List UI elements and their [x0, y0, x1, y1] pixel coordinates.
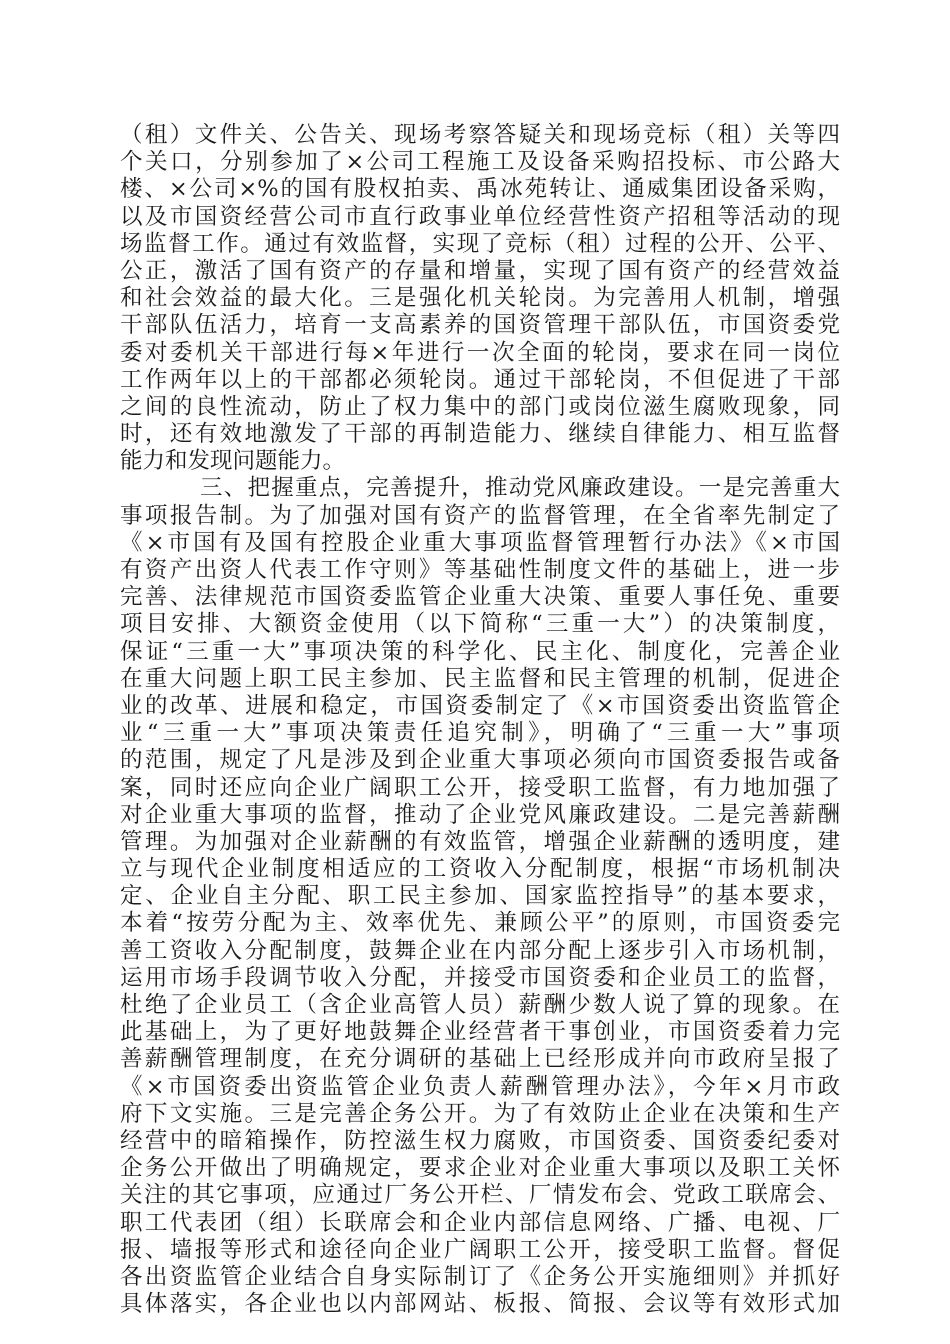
text-line: 委对委机关干部进行每×年进行一次全面的轮岗，要求在同一岗位: [120, 339, 840, 366]
text-line: 运用市场手段调节收入分配，并接受市国资委和企业员工的监督，: [120, 964, 840, 991]
text-line: 以及市国资经营公司市直行政事业单位经营性资产招租等活动的现: [120, 203, 840, 230]
text-line: 保证“三重一大”事项决策的科学化、民主化、制度化，完善企业: [120, 638, 840, 665]
text-line: 完善、法律规范市国资委监管企业重大决策、重要人事任免、重要: [120, 584, 840, 611]
text-line: 《×市国资委出资监管企业负责人薪酬管理办法》，今年×月市政: [120, 1073, 840, 1100]
text-line: （租）文件关、公告关、现场考察答疑关和现场竞标（租）关等四: [120, 122, 840, 148]
text-line: 个关口，分别参加了×公司工程施工及设备采购招投标、市公路大: [120, 149, 840, 176]
text-line: 业的改革、进展和稳定，市国资委制定了《×市国资委出资监管企: [120, 692, 840, 719]
text-line: 有资产出资人代表工作守则》等基础性制度文件的基础上，进一步: [120, 557, 840, 583]
text-line: 《×市国有及国有控股企业重大事项监督管理暂行办法》《×市国: [120, 529, 840, 556]
text-line: 此基础上，为了更好地鼓舞企业经营者干事创业，市国资委着力完: [120, 1019, 840, 1046]
text-line: 之间的良性流动，防止了权力集中的部门或岗位滋生腐败现象，同: [120, 393, 840, 420]
body-text: [120, 122, 840, 1318]
text-line: 经营中的暗箱操作，防控滋生权力腐败，市国资委、国资委纪委对: [120, 1127, 840, 1154]
text-line: 工作两年以上的干部都必须轮岗。通过干部轮岗，不但促进了干部: [120, 366, 840, 393]
text-line: 事项报告制。为了加强对国有资产的监督管理，在全省率先制定了: [120, 502, 840, 529]
text-line: 善薪酬管理制度，在充分调研的基础上已经形成并向市政府呈报了: [120, 1046, 840, 1073]
text-line: 时，还有效地激发了干部的再制造能力、继续自律能力、相互监督: [120, 421, 840, 448]
text-line: 业“三重一大”事项决策责任追究制》，明确了“三重一大”事项: [120, 720, 840, 747]
text-line: 干部队伍活力，培育一支高素养的国资管理干部队伍，市国资委党: [120, 312, 840, 339]
text-line: 能力和发现问题能力。: [120, 448, 346, 475]
text-line: 三、把握重点，完善提升，推动党风廉政建设。一是完善重大: [200, 475, 840, 502]
text-line: 的范围，规定了凡是涉及到企业重大事项必须向市国资委报告或备: [120, 747, 840, 774]
text-line: 具体落实，各企业也以内部网站、板报、简报、会议等有效形式加: [120, 1291, 840, 1318]
text-line: 对企业重大事项的监督，推动了企业党风廉政建设。二是完善薪酬: [120, 801, 840, 828]
text-line: 项目安排、大额资金使用（以下简称“三重一大”）的决策制度，: [120, 611, 840, 638]
text-line: 报、墙报等形式和途径向企业广阔职工公开，接受职工监督。督促: [120, 1236, 840, 1263]
text-line: 本着“按劳分配为主、效率优先、兼顾公平”的原则，市国资委完: [120, 910, 840, 937]
text-line: 职工代表团（组）长联席会和企业内部信息网络、广播、电视、厂: [120, 1209, 840, 1236]
text-line: 在重大问题上职工民主参加、民主监督和民主管理的机制，促进企: [120, 665, 840, 692]
text-line: 关注的其它事项，应通过厂务公开栏、厂情发布会、党政工联席会、: [120, 1182, 840, 1209]
text-line: 楼、×公司×%的国有股权拍卖、禹冰苑转让、通威集团设备采购，: [120, 176, 840, 203]
text-line: 立与现代企业制度相适应的工资收入分配制度，根据“市场机制决: [120, 856, 840, 883]
text-line: 场监督工作。通过有效监督，实现了竞标（租）过程的公开、公平、: [120, 230, 840, 257]
text-line: 善工资收入分配制度，鼓舞企业在内部分配上逐步引入市场机制，: [120, 937, 840, 964]
text-line: 公正，激活了国有资产的存量和增量，实现了国有资产的经营效益: [120, 257, 840, 284]
text-line: 案，同时还应向企业广阔职工公开，接受职工监督，有力地加强了: [120, 774, 840, 801]
text-line: 和社会效益的最大化。三是强化机关轮岗。为完善用人机制，增强: [120, 285, 840, 312]
text-line: 各出资监管企业结合自身实际制订了《企务公开实施细则》并抓好: [120, 1263, 840, 1290]
text-line: 府下文实施。三是完善企务公开。为了有效防止企业在决策和生产: [120, 1100, 840, 1127]
text-line: 定、企业自主分配、职工民主参加、国家监控指导”的基本要求，: [120, 883, 840, 910]
text-line: 企务公开做出了明确规定，要求企业对企业重大事项以及职工关怀: [120, 1155, 840, 1182]
text-line: 管理。为加强对企业薪酬的有效监管，增强企业薪酬的透明度，建: [120, 828, 840, 855]
text-line: 杜绝了企业员工（含企业高管人员）薪酬少数人说了算的现象。在: [120, 992, 840, 1018]
